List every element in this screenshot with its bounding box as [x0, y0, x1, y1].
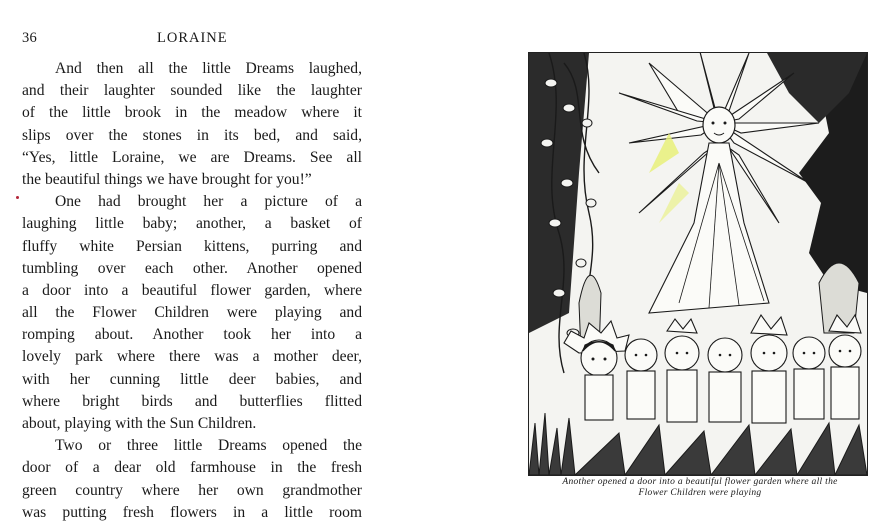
text-line: green country where her own grandmother	[22, 481, 362, 499]
margin-mark	[16, 196, 19, 199]
text-line: Two or three little Dreams opened the	[55, 437, 362, 455]
text-line: all the Flower Children were playing and	[22, 304, 362, 322]
text-line: romping about. Another took her into a	[22, 326, 362, 344]
text-line: the beautiful things we have brought for you!”	[22, 170, 312, 188]
text-line: lovely park where there was a mother deer,	[22, 348, 362, 366]
page-header	[22, 30, 362, 50]
text-line: of the little brook in the meadow where it	[22, 104, 362, 122]
text-line: tumbling over each other. Another opened	[22, 259, 362, 277]
running-head: LORAINE	[157, 30, 228, 46]
text-line: “Yes, little Loraine, we are Dreams. See all	[22, 148, 362, 166]
page-number: 36	[22, 30, 38, 46]
left-page	[0, 0, 380, 524]
text-line: door of a dear old farmhouse in the fresh	[22, 459, 362, 477]
body-text	[22, 58, 362, 524]
illustration-plate	[528, 52, 868, 476]
text-line: was putting fresh flowers in a little room	[22, 503, 362, 521]
text-line: laughing little baby; another, a basket of	[22, 215, 362, 233]
text-line: fluffy white Persian kittens, purring and	[22, 237, 362, 255]
text-line: and their laughter sounded like the laughter	[22, 82, 362, 100]
text-line: One had brought her a picture of a	[55, 193, 362, 211]
flower-garden-illustration	[529, 53, 867, 475]
text-line: And then all the little Dreams laughed,	[55, 60, 362, 77]
text-line: slips over the stones in its bed, and said,	[22, 126, 362, 144]
text-line: where bright birds and butterflies flitted	[22, 392, 362, 410]
text-line: about, playing with the Sun Children.	[22, 415, 257, 432]
text-line: a door into a beautiful flower garden, where	[22, 281, 362, 299]
illustration-caption	[530, 477, 870, 499]
caption-line: Another opened a door into a beautiful flower garden where all the	[562, 477, 838, 487]
text-line: with her cunning little deer babies, and	[22, 370, 362, 388]
caption-line: Flower Children were playing	[638, 488, 762, 498]
